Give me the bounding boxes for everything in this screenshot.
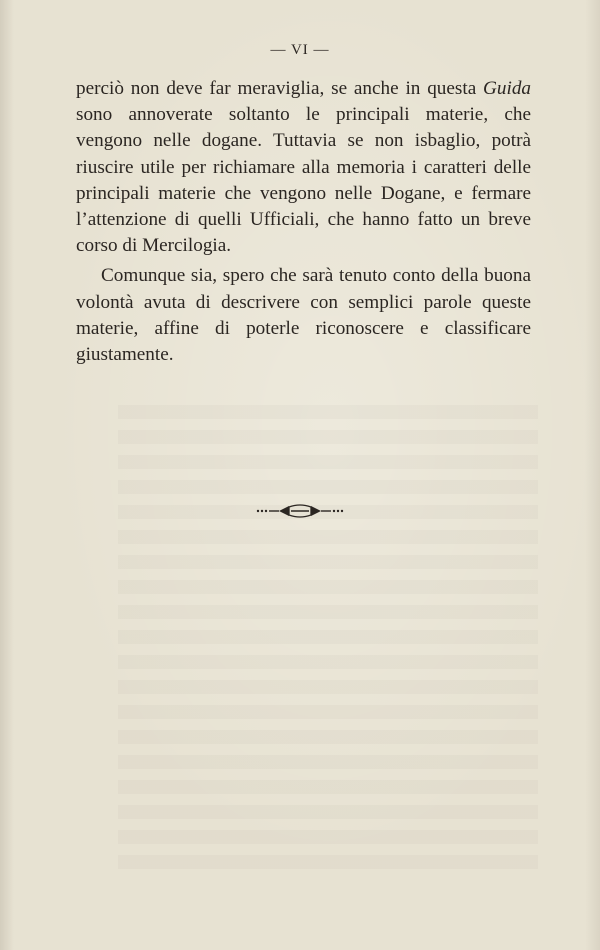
paragraph-2: Comunque sia, spero che sarà tenuto conto della buona volontà avuta di descrivere con semplici parole queste materie, affine di poterle riconoscere e classificare giustamente. xyxy=(76,265,531,366)
body-text xyxy=(76,76,531,368)
decorative-divider-icon xyxy=(0,503,600,524)
paragraph-1 xyxy=(76,76,531,259)
page-number-header: — VI — xyxy=(270,42,330,58)
ornament-svg xyxy=(255,503,345,519)
paragraph-1-rest: sono annoverate soltanto le principali materie, che vengono nelle dogane. Tuttavia se non isbaglio, potrà riuscire utile per richiamare alla memoria i caratteri delle principali materie che vengono nelle Dogane, e fermare l’attenzione di quelli Ufficiali, che hanno fatto un breve corso di Mercilogia. xyxy=(76,104,531,257)
show-through-texture xyxy=(118,405,538,875)
paragraph-1-start: perciò non deve far meraviglia, se anche in questa xyxy=(76,78,484,99)
guida-italic: Guida xyxy=(483,78,531,99)
